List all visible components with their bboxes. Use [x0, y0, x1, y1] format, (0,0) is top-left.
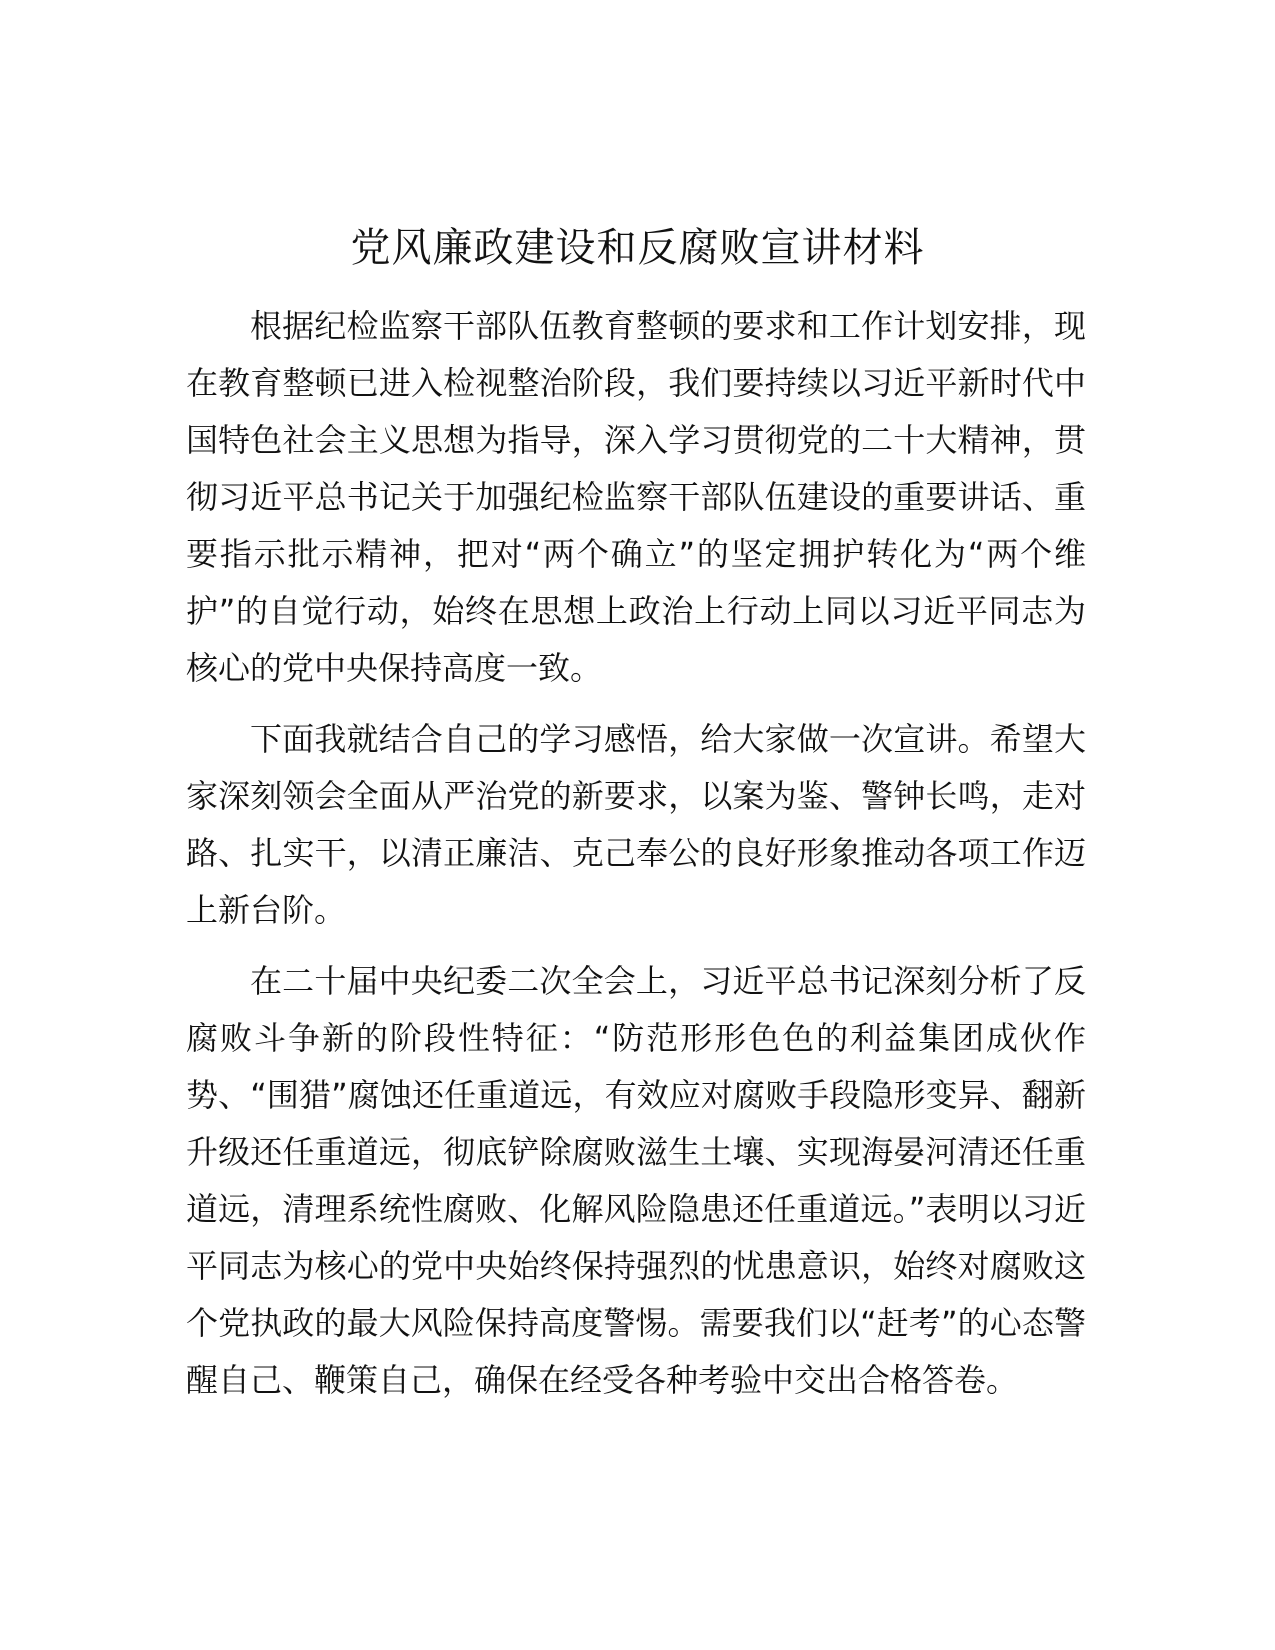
document-title: 党风廉政建设和反腐败宣讲材料 [350, 225, 925, 271]
paragraph-2: 下面我就结合自己的学习感悟，给大家做一次宣讲。希望大家深刻领会全面从严治党的新要求，以案为鉴、警钟长鸣，走对路、扎实干，以清正廉洁、克己奉公的良好形象推动各项工作迈上新台阶。 [186, 720, 1086, 929]
document-body [186, 298, 1086, 1423]
paragraph-1: 根据纪检监察干部队伍教育整顿的要求和工作计划安排，现在教育整顿已进入检视整治阶段，我们要持续以习近平新时代中国特色社会主义思想为指导，深入学习贯彻党的二十大精神，贯彻习近平总书记关于加强纪检监察干部队伍建设的重要讲话、重要指示批示精神，把对“两个确立”的坚定拥护转化为“两个维护”的自觉行动，始终在思想上政治上行动上同以习近平同志为核心的党中央保持高度一致。 [186, 307, 1086, 687]
paragraph-3: 在二十届中央纪委二次全会上，习近平总书记深刻分析了反腐败斗争新的阶段性特征：“防范形形色色的利益集团成伙作势、“围猎”腐蚀还任重道远，有效应对腐败手段隐形变异、翻新升级还任重道远，彻底铲除腐败滋生土壤、实现海晏河清还任重道远，清理系统性腐败、化解风险隐患还任重道远。”表明以习近平同志为核心的党中央始终保持强烈的忧患意识，始终对腐败这个党执政的最大风险保持高度警惕。需要我们以“赶考”的心态警醒自己、鞭策自己，确保在经受各种考验中交出合格答卷。 [186, 962, 1086, 1399]
